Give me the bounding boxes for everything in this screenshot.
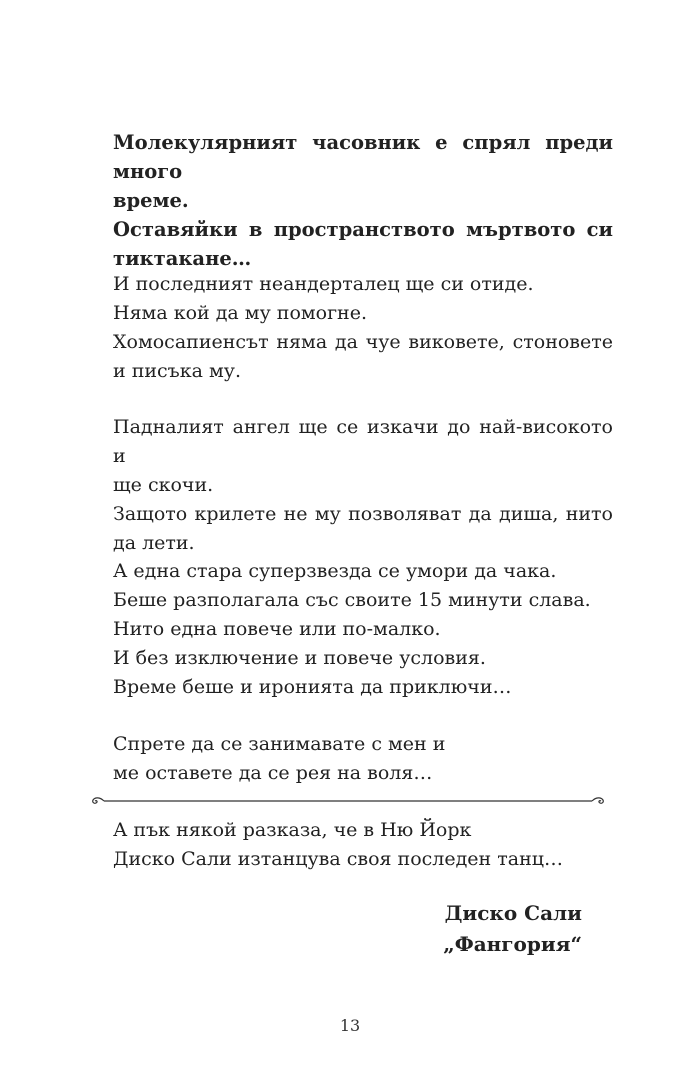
- stanza-2-line-1: Падналият ангел ще се изкачи до най-високото и: [113, 416, 613, 467]
- stanza-1-line-2: Няма кой да му помогне.: [113, 302, 368, 324]
- stanza-1: [113, 270, 613, 386]
- stanza-3-line-3: Нито една повече или по-малко.: [113, 618, 441, 640]
- stanza-2-line-4: да лети.: [113, 532, 195, 554]
- stanza-1-line-4: и писъка му.: [113, 360, 241, 382]
- stanza-5: [113, 816, 613, 874]
- stanza-3-line-2: Беше разполагала със своите 15 минути слава.: [113, 589, 591, 611]
- stanza-2: [113, 413, 613, 558]
- intro-line-4: тиктакане…: [113, 247, 252, 270]
- page-number: 13: [339, 1016, 361, 1035]
- stanza-4-line-1: Спрете да се занимавате с мен и: [113, 733, 446, 755]
- intro-line-1: Молекулярният часовник е спрял преди много: [113, 131, 613, 183]
- stanza-3-line-5: Време беше и иронията да приключи…: [113, 676, 512, 698]
- stanza-3-line-1: А една стара суперзвезда се умори да чака.: [113, 560, 557, 582]
- song-attribution: [443, 898, 582, 960]
- stanza-2-line-3: Защото крилете не му позволяват да диша, нито: [113, 503, 613, 525]
- stanza-5-line-2: Диско Сали изтанцува своя последен танц…: [113, 848, 563, 870]
- song-title: Диско Сали: [444, 901, 582, 925]
- stanza-5-line-1: А пък някой разказа, че в Ню Йорк: [113, 819, 472, 841]
- stanza-1-line-3: Хомосапиенсът няма да чуе виковете, стоновете: [113, 331, 613, 353]
- intro-line-3: Оставяйки в пространството мъртвото си: [113, 218, 613, 241]
- stanza-4: [113, 730, 613, 788]
- intro-line-2: време.: [113, 189, 189, 212]
- stanza-3: [113, 557, 613, 702]
- stanza-4-line-2: ме оставете да се рея на воля…: [113, 762, 433, 784]
- intro-stanza: [113, 128, 613, 273]
- stanza-2-line-2: ще скочи.: [113, 474, 214, 496]
- band-name: „Фангория“: [443, 932, 582, 956]
- ornamental-divider: [90, 794, 606, 808]
- stanza-1-line-1: И последният неандерталец ще си отиде.: [113, 273, 534, 295]
- stanza-3-line-4: И без изключение и повече условия.: [113, 647, 486, 669]
